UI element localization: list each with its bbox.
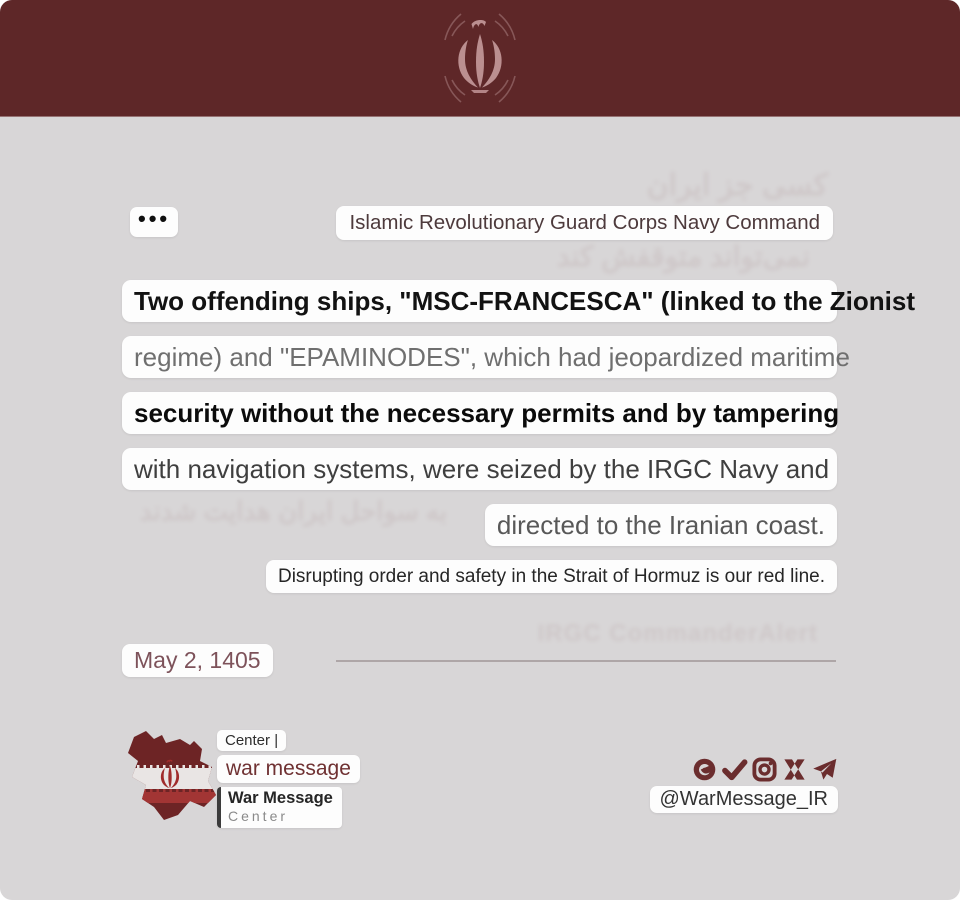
background-watermark-line: به سواحل ایران هدایت شدند xyxy=(140,496,448,526)
logo-label-block xyxy=(217,787,342,828)
red-line-tagline: Disrupting order and safety in the Strait of Hormuz is our red line. xyxy=(266,560,837,593)
more-options-ellipsis: ••• xyxy=(130,207,178,237)
message-line: Two offending ships, "MSC-FRANCESCA" (linked to the Zionist xyxy=(122,280,837,322)
instagram-icon xyxy=(751,756,778,783)
check-icon xyxy=(721,756,748,783)
logo-label-sub: Center xyxy=(228,808,289,824)
message-body xyxy=(122,280,916,593)
message-line: with navigation systems, were seized by the IRGC Navy and xyxy=(122,448,837,490)
social-block xyxy=(650,756,839,813)
message-line: security without the necessary permits and by tampering xyxy=(122,392,837,434)
iran-emblem-icon xyxy=(405,8,555,108)
message-line: regime) and "EPAMINODES", which had jeopardized maritime xyxy=(122,336,837,378)
divider-line xyxy=(336,660,836,662)
logo-label-center: Center | xyxy=(217,730,286,751)
social-handle: @WarMessage_IR xyxy=(650,786,839,813)
background-watermark-line: کسی جز ایران xyxy=(646,169,828,202)
background-watermark-line: نمی‌تواند متوقفش کند xyxy=(556,241,810,272)
source-title: Islamic Revolutionary Guard Corps Navy Command xyxy=(336,206,833,240)
x-twitter-icon xyxy=(781,756,808,783)
telegram-icon xyxy=(811,756,838,783)
logo-label-bold: War Message xyxy=(228,789,333,807)
header-band xyxy=(0,0,960,117)
social-icons-row xyxy=(691,756,838,783)
iran-map-logo xyxy=(120,727,220,822)
eitaa-icon xyxy=(691,756,718,783)
message-line: directed to the Iranian coast. xyxy=(485,504,837,546)
logo-wordmark xyxy=(217,730,360,828)
background-watermark-line: IRGC CommanderAlert xyxy=(537,620,818,647)
date-label: May 2, 1405 xyxy=(122,644,273,677)
logo-label-war-message: war message xyxy=(217,755,360,783)
